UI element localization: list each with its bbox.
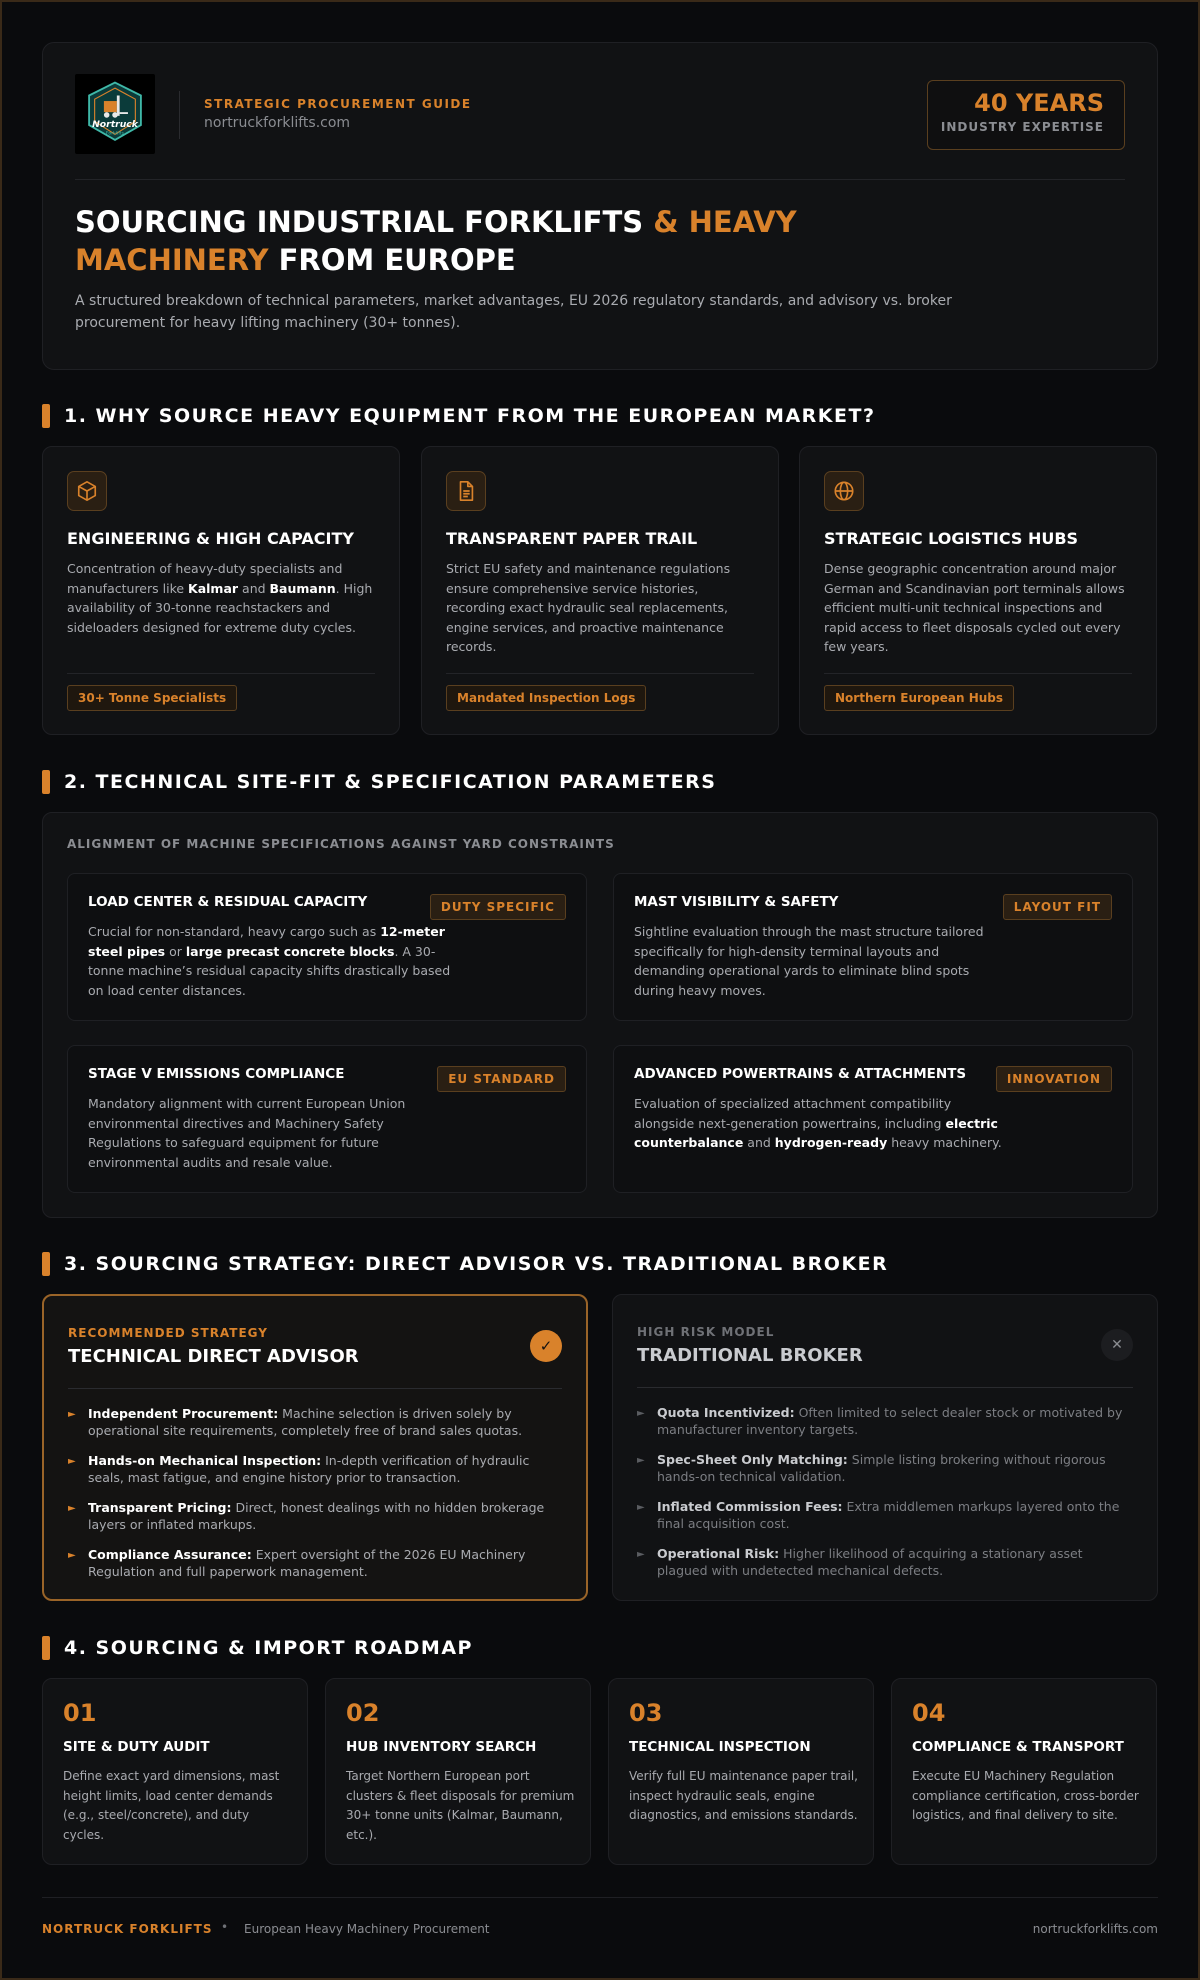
- hero-header: [42, 42, 1158, 370]
- list-item: ► Transparent Pricing: Direct, honest dealings with no hidden brokerage layers or inflated markups.: [68, 1500, 545, 1532]
- spec-text: Sightline evaluation through the mast structure tailored specifically for high-density terminal layouts and demanding operational yards to eliminate blind spots during heavy moves.: [634, 924, 984, 998]
- advantage-card: [42, 446, 400, 735]
- list-item: ► Inflated Commission Fees: Extra middlemen markups layered onto the final acquisition cost.: [637, 1499, 1120, 1531]
- card-tag: Northern European Hubs: [824, 685, 1014, 711]
- section-3-heading: [42, 1252, 888, 1276]
- list-item: ► Quota Incentivized: Often limited to select dealer stock or motivated by manufacturer inventory targets.: [637, 1405, 1123, 1437]
- footer-brand[interactable]: NORTRUCK FORKLIFTS: [42, 1922, 213, 1936]
- card-text: Dense geographic concentration around major German and Scandinavian port terminals allows efficient multi-unit technical inspections and rapid access to fleet disposals cycled out every few years.: [824, 561, 1125, 654]
- title-part-1: SOURCING INDUSTRIAL FORKLIFTS: [75, 205, 654, 239]
- card-divider: [67, 673, 375, 674]
- step-title: SITE & DUTY AUDIT: [63, 1739, 210, 1755]
- header-divider: [179, 91, 180, 139]
- broker-strategy-card: [612, 1294, 1158, 1601]
- close-icon: ✕: [1101, 1329, 1133, 1361]
- svg-text:Forklifts: Forklifts: [105, 131, 125, 137]
- spec-title: LOAD CENTER & RESIDUAL CAPACITY: [88, 894, 368, 910]
- card-title: TRANSPARENT PAPER TRAIL: [446, 529, 698, 548]
- advisor-strategy-card: [42, 1294, 588, 1601]
- spec-badge: EU STANDARD: [437, 1066, 566, 1092]
- arrow-bullet-icon: ►: [68, 1550, 76, 1561]
- spec-card: [67, 873, 587, 1021]
- section-marker: [42, 404, 50, 428]
- experience-caption: INDUSTRY EXPERTISE: [940, 120, 1104, 134]
- arrow-bullet-icon: ►: [637, 1502, 645, 1513]
- card-tag: Mandated Inspection Logs: [446, 685, 646, 711]
- spec-text: Evaluation of specialized attachment compatibility alongside next-generation powertrains, including electric counterbalance and hydrogen-ready heavy machinery.: [634, 1096, 1002, 1150]
- forklift-logo-icon: [78, 77, 152, 151]
- title-part-2: FROM EUROPE: [268, 243, 516, 277]
- step-title: HUB INVENTORY SEARCH: [346, 1739, 537, 1755]
- footer-url-link[interactable]: nortruckforklifts.com: [1032, 1922, 1158, 1936]
- card-tag: 30+ Tonne Specialists: [67, 685, 237, 711]
- arrow-bullet-icon: ►: [637, 1408, 645, 1419]
- strategy-kicker: HIGH RISK MODEL: [637, 1325, 775, 1339]
- card-divider: [824, 673, 1132, 674]
- strategy-divider: [68, 1388, 562, 1389]
- roadmap-step: [42, 1678, 308, 1865]
- section-title: 3. SOURCING STRATEGY: DIRECT ADVISOR VS. TRADITIONAL BROKER: [64, 1253, 889, 1275]
- footer-divider: [42, 1897, 1158, 1898]
- step-text: Verify full EU maintenance paper trail, inspect hydraulic seals, engine diagnostics, and emissions standards.: [629, 1769, 858, 1822]
- page-title: [75, 203, 875, 279]
- cube-icon: [67, 471, 107, 511]
- advisor-benefits-list: [68, 1406, 558, 1594]
- strategy-kicker: RECOMMENDED STRATEGY: [68, 1326, 268, 1340]
- step-number: 03: [629, 1699, 663, 1727]
- roadmap-step: [608, 1678, 874, 1865]
- list-item: ► Hands-on Mechanical Inspection: In-depth verification of hydraulic seals, mast fatigue, and engine history prior to transaction.: [68, 1453, 530, 1485]
- spec-title: MAST VISIBILITY & SAFETY: [634, 894, 839, 910]
- spec-title: STAGE V EMISSIONS COMPLIANCE: [88, 1066, 345, 1082]
- check-icon: ✓: [530, 1330, 562, 1362]
- spec-badge: LAYOUT FIT: [1003, 894, 1112, 920]
- footer-separator-dot: •: [221, 1920, 229, 1934]
- strategy-title: TRADITIONAL BROKER: [637, 1345, 863, 1366]
- card-text: Strict EU safety and maintenance regulations ensure comprehensive service histories, recording exact hydraulic seal replacements, engine services, and proactive maintenance records.: [446, 561, 731, 654]
- strategy-divider: [637, 1387, 1133, 1388]
- spec-card: [67, 1045, 587, 1193]
- section-marker: [42, 1636, 50, 1660]
- step-number: 01: [63, 1699, 97, 1727]
- title-accent-1: & HEAVY: [653, 205, 797, 239]
- step-text: Define exact yard dimensions, mast height limits, load center demands (e.g., steel/concrete), and duty cycles.: [63, 1769, 280, 1842]
- section-title: 4. SOURCING & IMPORT ROADMAP: [64, 1637, 473, 1659]
- section-title: 1. WHY SOURCE HEAVY EQUIPMENT FROM THE EUROPEAN MARKET?: [64, 405, 876, 427]
- experience-badge: [927, 80, 1125, 150]
- card-divider: [446, 673, 754, 674]
- guide-label: STRATEGIC PROCUREMENT GUIDE: [204, 97, 472, 111]
- experience-years: 40 YEARS: [974, 89, 1104, 117]
- arrow-bullet-icon: ►: [68, 1503, 76, 1514]
- arrow-bullet-icon: ►: [68, 1409, 76, 1420]
- footer-description: European Heavy Machinery Procurement: [244, 1922, 490, 1936]
- roadmap-step: [891, 1678, 1157, 1865]
- hero-divider: [75, 179, 1125, 180]
- spec-card: [613, 873, 1133, 1021]
- list-item: ► Operational Risk: Higher likelihood of acquiring a stationary asset plagued with undetected mechanical defects.: [637, 1546, 1083, 1578]
- spec-badge: DUTY SPECIFIC: [430, 894, 566, 920]
- panel-label: ALIGNMENT OF MACHINE SPECIFICATIONS AGAINST YARD CONSTRAINTS: [67, 837, 615, 851]
- spec-title: ADVANCED POWERTRAINS & ATTACHMENTS: [634, 1066, 967, 1082]
- arrow-bullet-icon: ►: [637, 1455, 645, 1466]
- list-item: ► Spec-Sheet Only Matching: Simple listing brokering without rigorous hands-on technical validation.: [637, 1452, 1106, 1484]
- advantage-card: [421, 446, 779, 735]
- document-icon: [446, 471, 486, 511]
- step-text: Execute EU Machinery Regulation compliance certification, cross-border logistics, and final delivery to site.: [912, 1769, 1139, 1822]
- section-1-heading: [42, 404, 876, 428]
- advantage-card: [799, 446, 1157, 735]
- arrow-bullet-icon: ►: [68, 1456, 76, 1467]
- svg-text:Nortruck: Nortruck: [92, 118, 138, 130]
- spec-panel: [42, 812, 1158, 1218]
- step-text: Target Northern European port clusters & fleet disposals for premium 30+ tonne units (Kalmar, Baumann, etc.).: [346, 1769, 575, 1842]
- step-number: 02: [346, 1699, 380, 1727]
- section-2-heading: [42, 770, 716, 794]
- spec-text: Crucial for non-standard, heavy cargo such as 12-meter steel pipes or large precast concrete blocks. A 30-tonne machine’s residual capacity shifts drastically based on load center distances.: [88, 924, 451, 998]
- card-text: Concentration of heavy-duty specialists and manufacturers like Kalmar and Baumann. High availability of 30-tonne reachstackers and sideloaders designed for extreme duty cycles.: [67, 561, 373, 635]
- step-number: 04: [912, 1699, 946, 1727]
- section-4-heading: [42, 1636, 473, 1660]
- section-marker: [42, 1252, 50, 1276]
- strategy-title: TECHNICAL DIRECT ADVISOR: [68, 1346, 359, 1367]
- section-title: 2. TECHNICAL SITE-FIT & SPECIFICATION PARAMETERS: [64, 771, 717, 793]
- step-title: COMPLIANCE & TRANSPORT: [912, 1739, 1124, 1755]
- site-url[interactable]: nortruckforklifts.com: [204, 115, 351, 131]
- list-item: ► Independent Procurement: Machine selection is driven solely by operational site requirements, completely free of brand sales quotas.: [68, 1406, 523, 1438]
- globe-icon: [824, 471, 864, 511]
- section-marker: [42, 770, 50, 794]
- card-title: ENGINEERING & HIGH CAPACITY: [67, 529, 354, 548]
- broker-risks-list: [637, 1405, 1127, 1593]
- spec-text: Mandatory alignment with current European Union environmental directives and Machinery Safety Regulations to safeguard equipment for future environmental audits and resale value.: [88, 1096, 406, 1170]
- arrow-bullet-icon: ►: [637, 1549, 645, 1560]
- roadmap-step: [325, 1678, 591, 1865]
- spec-card: [613, 1045, 1133, 1193]
- step-title: TECHNICAL INSPECTION: [629, 1739, 811, 1755]
- title-accent-2: MACHINERY: [75, 243, 269, 277]
- card-title: STRATEGIC LOGISTICS HUBS: [824, 529, 1079, 548]
- brand-logo[interactable]: [75, 74, 155, 154]
- page-description: A structured breakdown of technical parameters, market advantages, EU 2026 regulatory standards, and advisory vs. broker procurement for heavy lifting machinery (30+ tonnes).: [75, 293, 952, 331]
- spec-badge: INNOVATION: [996, 1066, 1112, 1092]
- list-item: ► Compliance Assurance: Expert oversight of the 2026 EU Machinery Regulation and full paperwork management.: [68, 1547, 526, 1579]
